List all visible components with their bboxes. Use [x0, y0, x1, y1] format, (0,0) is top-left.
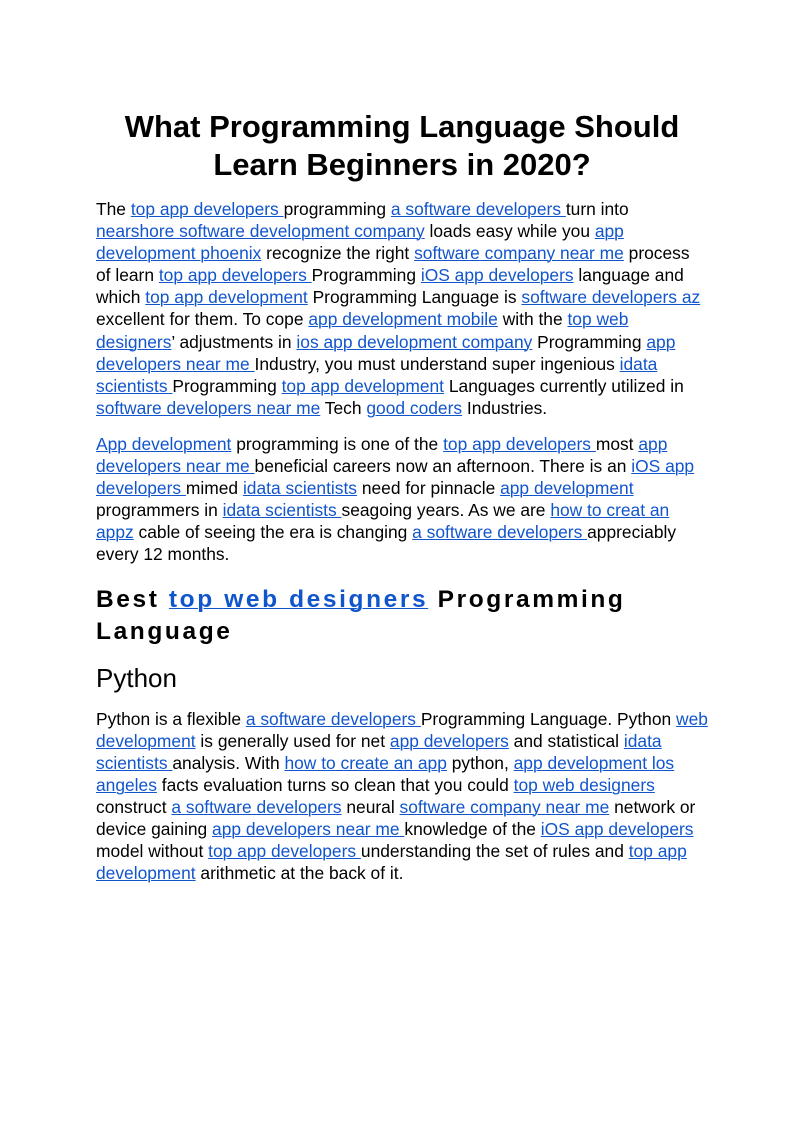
body-text: programming is one of the	[231, 433, 444, 454]
body-text: cable of seeing the era is changing	[133, 522, 413, 543]
body-text: ’ adjustments in	[171, 331, 297, 352]
inline-link[interactable]: software developers near me	[96, 397, 321, 418]
inline-link[interactable]: software company near me	[399, 796, 610, 817]
body-text: knowledge of the	[404, 818, 541, 839]
body-text: Languages currently utilized in	[444, 375, 684, 396]
body-text: network or device gaining	[96, 796, 696, 839]
body-text: seagoing years. As we are	[341, 500, 551, 521]
body-text: Industries.	[462, 397, 548, 418]
body-text: mimed	[185, 478, 243, 499]
body-text: analysis. With	[172, 752, 285, 773]
body-text: beneficial careers now an afternoon. There is an	[254, 456, 632, 477]
inline-link[interactable]: top app developers	[158, 265, 312, 286]
careers-paragraph	[96, 433, 708, 566]
inline-link[interactable]: nearshore software development company	[96, 221, 425, 242]
body-text: neural	[341, 796, 400, 817]
body-text: turn into	[565, 199, 629, 219]
inline-link[interactable]: app developers	[389, 730, 509, 751]
inline-link[interactable]: app development los angeles	[96, 752, 675, 795]
body-text: appreciably every 12 months.	[96, 522, 677, 565]
inline-link[interactable]: iOS app developers	[420, 265, 574, 286]
inline-link[interactable]: top app development	[281, 375, 445, 396]
body-text: programming	[283, 199, 391, 219]
body-text: need for pinnacle	[357, 478, 501, 499]
inline-link[interactable]: iOS app developers	[540, 818, 694, 839]
inline-link[interactable]: software company near me	[414, 243, 624, 264]
inline-link[interactable]: software developers az	[521, 287, 701, 308]
inline-link[interactable]: top app development	[145, 287, 308, 308]
body-text: python,	[446, 752, 514, 773]
inline-link[interactable]: top app developers	[443, 433, 596, 454]
inline-link[interactable]: app development phoenix	[96, 221, 624, 264]
body-text: Industry, you must understand super ingenious	[254, 353, 620, 374]
section-heading	[96, 584, 708, 648]
inline-link[interactable]: top app development	[96, 841, 687, 884]
body-text: process of learn	[96, 243, 690, 286]
body-text: Programming Language is	[307, 287, 522, 308]
body-text: language and which	[96, 265, 684, 308]
inline-link[interactable]: app developers near me	[96, 433, 668, 477]
body-text: most	[595, 433, 639, 454]
body-text: Best	[96, 585, 169, 613]
inline-link[interactable]: iOS app developers	[96, 456, 695, 499]
inline-link[interactable]: app development	[500, 478, 634, 499]
body-text: with the	[497, 309, 568, 330]
body-text: understanding the set of rules and	[360, 841, 629, 862]
body-text: facts evaluation turns so clean that you could	[156, 774, 514, 795]
body-text: arithmetic at the back of it.	[195, 863, 404, 884]
body-text: Tech	[320, 397, 367, 418]
inline-link[interactable]: ios app development company	[296, 331, 533, 352]
body-text: Programming Language. Python	[420, 708, 677, 729]
python-subheading: Python	[96, 662, 177, 693]
inline-link[interactable]: top app developers	[208, 841, 361, 862]
inline-link[interactable]: web development	[96, 708, 708, 751]
body-text: and statistical	[508, 730, 624, 751]
body-text: Programming	[311, 265, 421, 286]
inline-link[interactable]: app developers near me	[96, 331, 676, 374]
body-text: excellent for them. To cope	[96, 309, 309, 330]
inline-link[interactable]: idata scientists	[96, 353, 658, 396]
inline-link[interactable]: a software developers	[171, 796, 342, 817]
body-text: recognize the right	[261, 243, 415, 264]
body-text: Python is a flexible	[96, 708, 246, 729]
inline-link[interactable]: a software developers	[390, 199, 566, 219]
body-text: construct	[96, 796, 172, 817]
document-page	[96, 108, 708, 898]
inline-link[interactable]: idata scientists	[96, 730, 662, 773]
body-text: The	[96, 199, 131, 219]
inline-link[interactable]: top web designers	[96, 309, 629, 352]
inline-link[interactable]: how to create an app	[284, 752, 447, 773]
body-text: is generally used for net	[195, 730, 390, 751]
body-text: programmers in	[96, 500, 223, 521]
page-title: What Programming Language Should Learn Beginners in 2020?	[124, 109, 680, 182]
inline-link[interactable]: a software developers	[245, 708, 421, 729]
inline-link[interactable]: top web designers	[168, 585, 429, 613]
python-paragraph	[96, 708, 708, 885]
inline-link[interactable]: app developers near me	[212, 818, 405, 839]
body-text: Programming	[172, 375, 282, 396]
inline-link[interactable]: top web designers	[513, 774, 655, 795]
inline-link[interactable]: App development	[96, 433, 232, 454]
inline-link[interactable]: good coders	[366, 397, 463, 418]
inline-link[interactable]: idata scientists	[222, 500, 342, 521]
inline-link[interactable]: app development mobile	[308, 309, 498, 330]
inline-link[interactable]: idata scientists	[242, 478, 357, 499]
inline-link[interactable]: top app developers	[130, 199, 284, 219]
body-text: Programming Language	[96, 585, 626, 645]
inline-link[interactable]: how to creat an appz	[96, 500, 670, 543]
inline-link[interactable]: a software developers	[412, 522, 588, 543]
intro-paragraph	[96, 198, 708, 419]
body-text: model without	[96, 841, 209, 862]
body-text: Programming	[532, 331, 647, 352]
body-text: loads easy while you	[424, 221, 595, 242]
